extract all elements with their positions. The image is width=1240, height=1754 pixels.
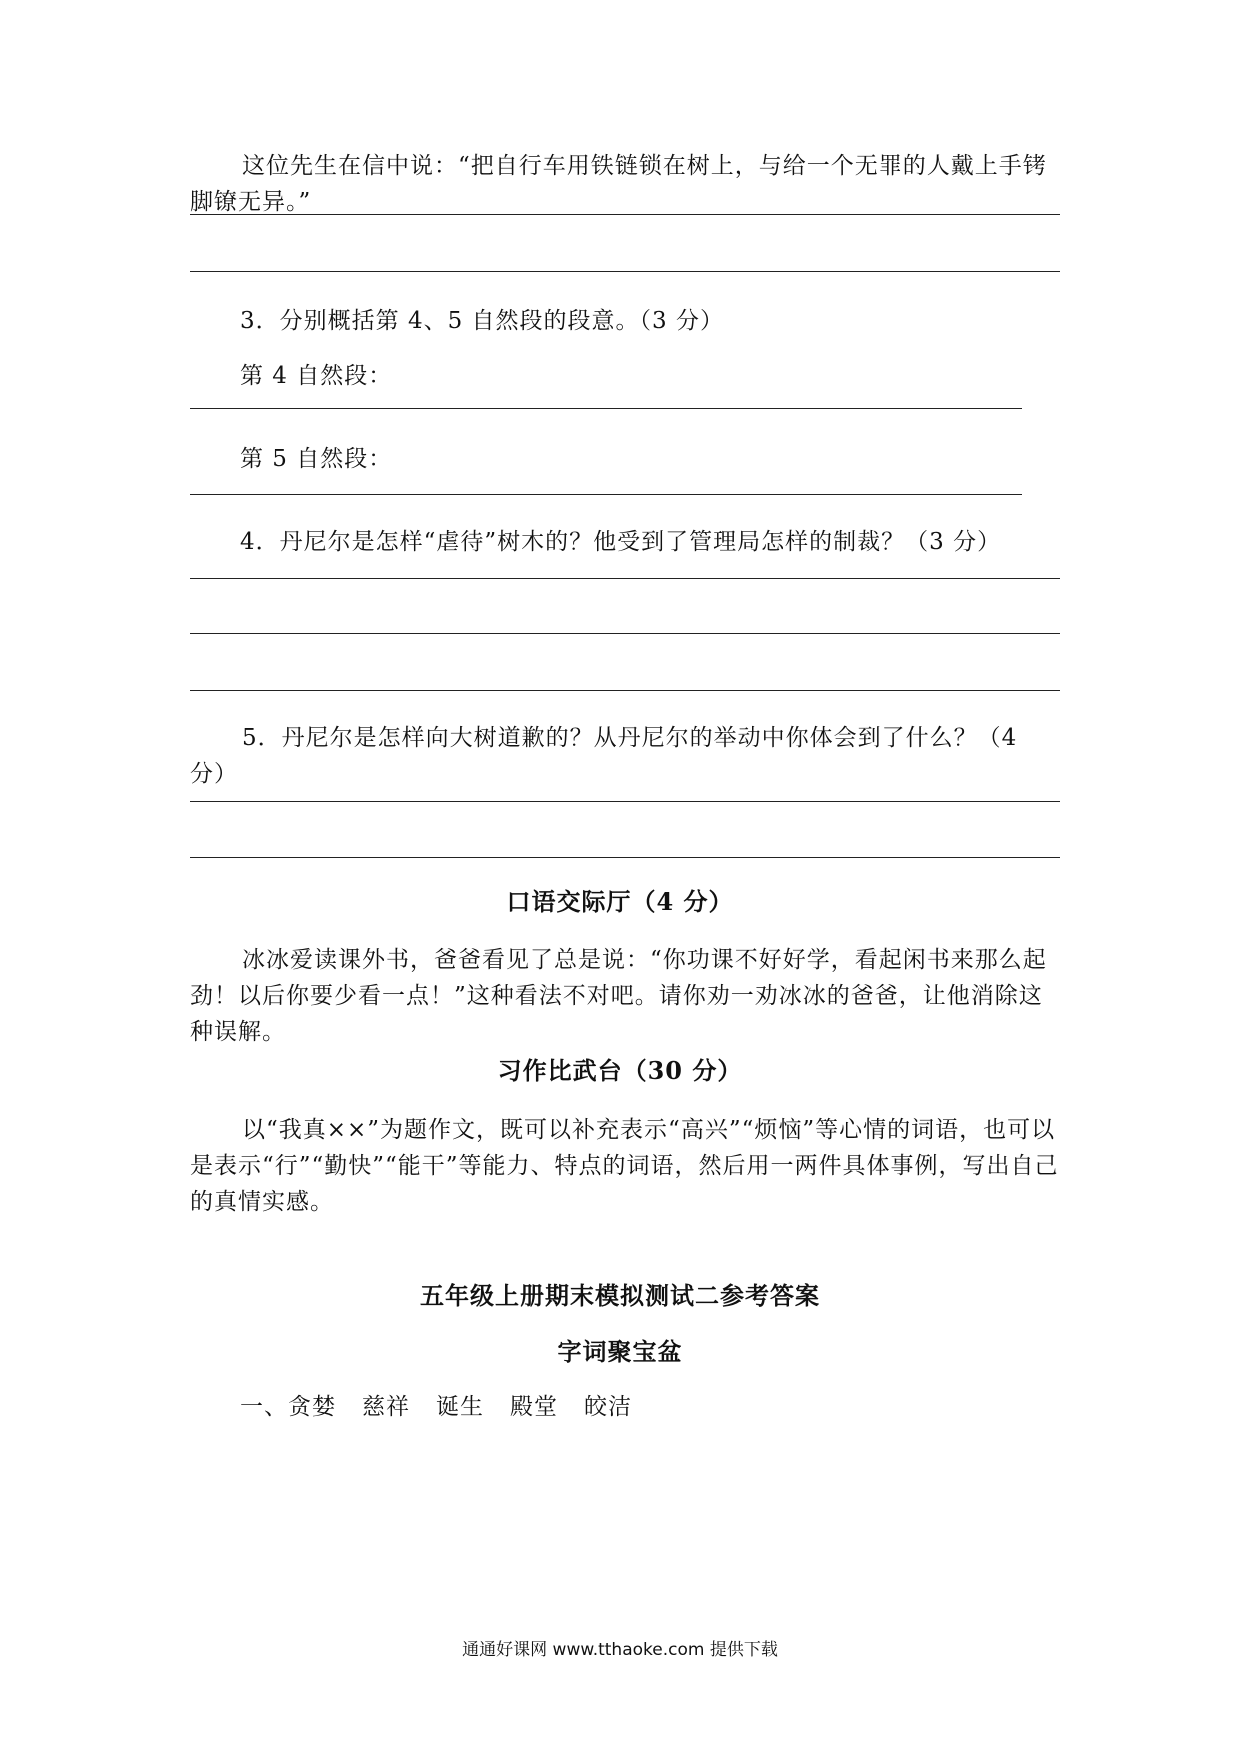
answer-line xyxy=(190,801,1060,802)
answer-word: 皎洁 xyxy=(584,1394,632,1420)
quote-paragraph: 这位先生在信中说：“把自行车用铁链锁在树上，与给一个无罪的人戴上手铐脚镣无异。” xyxy=(190,153,1047,215)
answer-item-label: 一、 xyxy=(240,1394,288,1420)
oral-task-text: 冰冰爱读课外书，爸爸看见了总是说：“你功课不好好学，看起闲书来那么起劲！以后你要少看一点！”这种看法不对吧。请你劝一劝冰冰的爸爸，让他消除这种误解。 xyxy=(190,947,1047,1045)
question-5: 5．丹尼尔是怎样向大树道歉的？从丹尼尔的举动中你体会到了什么？（4 分） xyxy=(190,725,1018,787)
question-3: 3．分别概括第 4、5 自然段的段意。（3 分） xyxy=(240,308,724,334)
oral-section-title: 口语交际厅（4 分） xyxy=(506,887,734,916)
page-footer: 通通好课网 www.tthaoke.com 提供下载 xyxy=(462,1640,778,1660)
answer-key-title: 五年级上册期末模拟测试二参考答案 xyxy=(420,1281,820,1310)
answer-line xyxy=(190,408,1022,409)
writing-task-text: 以“我真××”为题作文，既可以补充表示“高兴”“烦恼”等心情的词语，也可以是表示“行”“勤快”“能干”等能力、特点的词语，然后用一两件具体事例，写出自己的真情实感。 xyxy=(190,1117,1059,1215)
answer-line xyxy=(190,857,1060,858)
paragraph-5-label: 第 5 自然段： xyxy=(240,446,393,472)
answer-line xyxy=(190,494,1022,495)
answer-line xyxy=(190,214,1060,215)
writing-section-title: 习作比武台（30 分） xyxy=(497,1056,743,1085)
answer-line xyxy=(190,578,1060,579)
answer-item-1 xyxy=(240,1392,658,1422)
question-4: 4．丹尼尔是怎样“虐待”树木的？他受到了管理局怎样的制裁？（3 分） xyxy=(240,529,1002,555)
answer-line xyxy=(190,633,1060,634)
answer-word: 贪婪 xyxy=(288,1394,336,1420)
answer-word: 殿堂 xyxy=(510,1394,558,1420)
paragraph-4-label: 第 4 自然段： xyxy=(240,363,393,389)
answer-word: 慈祥 xyxy=(362,1394,410,1420)
answer-word: 诞生 xyxy=(436,1394,484,1420)
answer-section-title: 字词聚宝盆 xyxy=(557,1337,683,1366)
answer-line xyxy=(190,271,1060,272)
answer-line xyxy=(190,690,1060,691)
